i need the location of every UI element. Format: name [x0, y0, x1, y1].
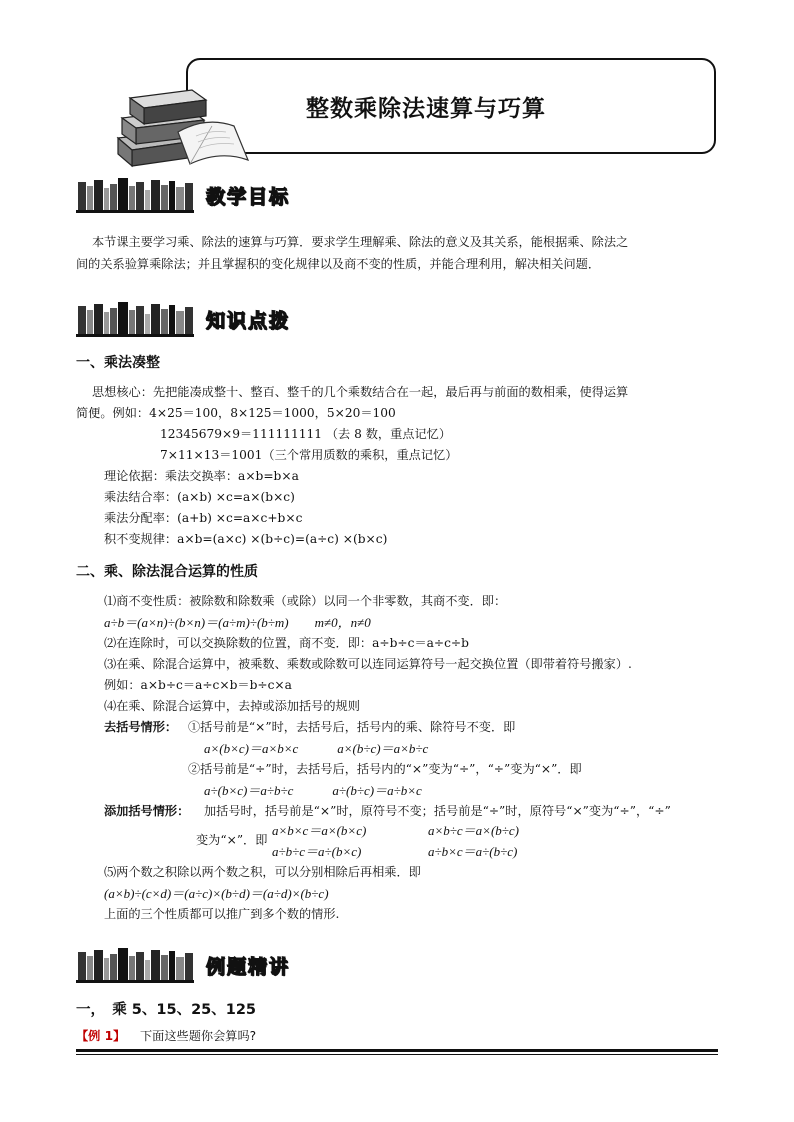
text-line: ②括号前是“÷”时，去括号后，括号内的“×”变为“÷”，“÷”变为“×”．即: [188, 762, 582, 776]
example-text: 下面这些题你会算吗?: [140, 1029, 257, 1043]
text-line: 积不变规律：a×b=(a×c) ×(b÷c)=(a÷c) ×(b×c): [104, 532, 388, 546]
formula-line: a÷b＝(a×n)÷(b×n)＝(a÷m)÷(b÷m) m≠0，n≠0: [104, 615, 371, 630]
text-line: 简便。例如：4×25＝100，8×125＝1000，5×20＝100: [76, 406, 396, 420]
text-line: 例如：a×b÷c＝a÷c×b＝b÷c×a: [104, 678, 292, 692]
text-line: 加括号时，括号前是“×”时，原符号不变；括号前是“÷”时，原符号“×”变为“÷”，“÷”: [204, 804, 671, 818]
bookshelf-icon: [76, 176, 196, 214]
header-label: 例题精讲: [206, 956, 291, 978]
example-tag: 【例 1】: [76, 1029, 126, 1043]
formula-line: a÷b÷c＝a÷(b×c): [272, 844, 362, 859]
formula-line: (a×b)÷(c×d)＝(a÷c)×(b÷d)＝(a÷d)×(b÷c): [104, 886, 329, 901]
text-line: 乘法结合率：(a×b) ×c=a×(b×c): [104, 490, 295, 504]
text-line: ⑶在乘、除混合运算中，被乘数、乘数或除数可以连同运算符号一起交换位置（即带着符号搬家）.: [104, 657, 632, 671]
text-line: ⑵在连除时，可以交换除数的位置，商不变．即：a÷b÷c＝a÷c÷b: [104, 636, 469, 650]
divider: [76, 1049, 718, 1052]
text-line: 上面的三个性质都可以推广到多个数的情形.: [104, 907, 340, 921]
formula-line: a÷(b×c)＝a÷b÷c a÷(b÷c)＝a÷b×c: [204, 783, 422, 798]
text-line: ⑴商不变性质：被除数和除数乘（或除）以同一个非零数，其商不变．即：: [104, 594, 507, 608]
section-heading-1: 一、乘法凑整: [76, 355, 160, 371]
text-line: ①括号前是“×”时，去括号后，括号内的乘、除符号不变．即: [188, 720, 516, 734]
divider: [76, 1054, 718, 1055]
objectives-line-2: 间的关系验算乘除法；并且掌握积的变化规律以及商不变的性质，并能合理利用，解决相关问题．: [76, 257, 601, 271]
text-line: 12345679×9＝111111111 （去 8 数，重点记忆）: [160, 427, 452, 441]
header-label: 知识点拨: [206, 310, 291, 332]
section-heading-2: 二、乘、除法混合运算的性质: [76, 564, 258, 580]
text-line: ⑷在乘、除混合运算中，去掉或添加括号的规则: [104, 699, 360, 713]
bookshelf-icon: [76, 300, 196, 338]
text-line: 乘法分配率：(a+b) ×c=a×c+b×c: [104, 511, 303, 525]
bookshelf-icon: [76, 946, 196, 984]
formula-line: a×b×c＝a×(b×c): [272, 823, 367, 838]
header-label: 教学目标: [206, 186, 291, 208]
section-header-objectives: [76, 176, 336, 216]
label-remove-brackets: 去括号情形：: [104, 720, 178, 734]
formula-line: a×b÷c＝a×(b÷c): [428, 823, 520, 838]
objectives-line-1: 本节课主要学习乘、除法的速算与巧算．要求学生理解乘、除法的意义及其关系，能根据乘、除法之: [92, 235, 629, 249]
page-title: 整数乘除法速算与巧算: [306, 96, 546, 122]
text-line: 变为“×”．即: [196, 833, 268, 847]
text-line: 7×11×13＝1001（三个常用质数的乘积，重点记忆）: [160, 448, 458, 462]
text-line: ⑸两个数之积除以两个数之积，可以分别相除后再相乘．即: [104, 865, 421, 879]
section-header-knowledge: [76, 300, 336, 340]
formula-line: a×(b×c)＝a×b×c a×(b÷c)＝a×b÷c: [204, 741, 429, 756]
text-line: 思想核心：先把能凑成整十、整百、整千的几个乘数结合在一起，最后再与前面的数相乘，使得运算: [92, 385, 629, 399]
section-header-examples: [76, 946, 336, 986]
books-illustration: [110, 76, 260, 168]
text-line: 理论依据：乘法交换率：a×b=b×a: [104, 469, 299, 483]
label-add-brackets: 添加括号情形：: [104, 804, 190, 818]
section-heading-3: 一， 乘 5、15、25、125: [76, 1002, 257, 1018]
formula-line: a÷b×c＝a÷(b÷c): [428, 844, 518, 859]
